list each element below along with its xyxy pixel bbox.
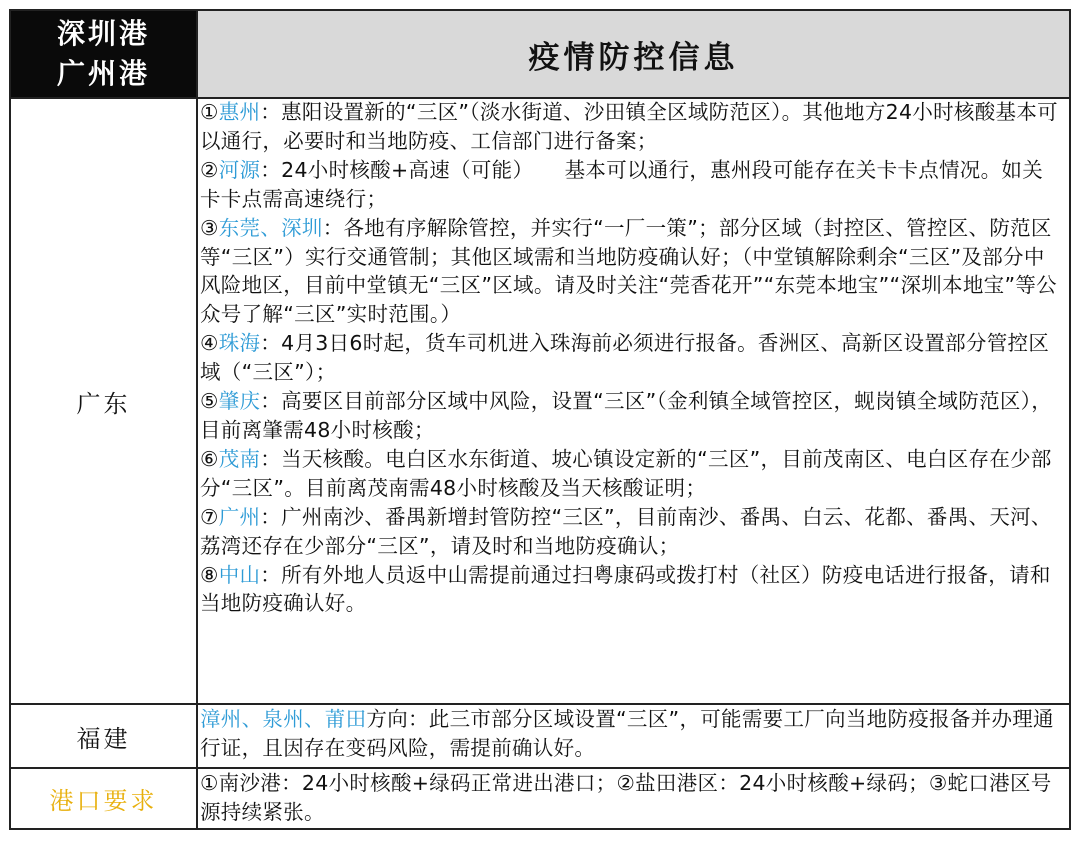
place-zhuhai: 珠海 [218,331,261,356]
place-dongguan-shenzhen: 东莞、深圳 [218,215,323,240]
list-item: ①惠州：惠阳设置新的“三区”（淡水街道、沙田镇全区域防范区）。其他地方24小时核酸基本可以通行，必要时和当地防疫、工信部门进行备案； [200,100,1058,153]
port-name-shenzhen: 深圳港 [56,17,150,50]
region-fujian-text: 福建 [76,724,131,753]
place-zhongshan: 中山 [218,562,261,587]
port-name-guangzhou: 广州港 [56,57,150,90]
list-item: ⑧中山：所有外地人员返中山需提前通过扫粤康码或拨打村（社区）防疫电话进行报备，请和当地防疫确认好。 [200,562,1051,616]
list-item: ③东莞、深圳：各地有序解除管控，并实行“一厂一策”；部分区域（封控区、管控区、防范区等“三区”）实行交通管制；其他区域需和当地防疫确认好；（中堂镇解除剩余“三区”及部分中风险地区，目前中堂镇无“三区”区域。请及时关注“莞香花开”“东莞本地宝”“深圳本地宝”等公众号了解“三区”实时范围。） [200,215,1057,327]
port-names-header [11,11,196,97]
port-content [200,769,1063,827]
list-item: ⑦广州：广州南沙、番禺新增封管防控“三区”，目前南沙、番禺、白云、花都、番禺、天河、荔湾还存在少部分“三区”，请及时和当地防疫确认； [200,504,1052,558]
title-text: 疫情防控信息 [528,39,739,76]
region-label-guangdong [11,99,196,703]
guangdong-content [200,98,1063,618]
place-maonan: 茂南 [218,446,261,471]
region-guangdong-text: 广东 [76,389,131,418]
fujian-content [200,705,1063,763]
list-item: 漳州、泉州、莆田方向：此三市部分区域设置“三区”，可能需要工厂向当地防疫报备并办理通行证，且因存在变码风险，需提前确认好。 [200,707,1054,760]
table-title [196,11,1069,97]
place-zhaoqing: 肇庆 [218,389,261,414]
place-zhangzhou-quanzhou-putian: 漳州、泉州、莆田 [200,707,367,731]
place-guangzhou: 广州 [218,504,261,529]
list-item: ①南沙港：24小时核酸+绿码正常进出港口；②盐田港区：24小时核酸+绿码；③蛇口港区号源持续紧张。 [200,771,1052,824]
epidemic-info-table [9,9,1071,830]
list-item: ④珠海：4月3日6时起，货车司机进入珠海前必须进行报备。香洲区、高新区设置部分管控区域（“三区”）； [200,331,1050,385]
place-huizhou: 惠州 [218,100,261,124]
place-heyuan: 河源 [218,157,261,182]
column-divider [196,97,198,828]
list-item: ⑥茂南：当天核酸。电白区水东街道、坡心镇设定新的“三区”，目前茂南区、电白区存在少部分“三区”。目前离茂南需48小时核酸及当天核酸证明； [200,446,1052,500]
region-label-port [11,769,196,828]
list-item: ⑤肇庆：高要区目前部分区域中风险，设置“三区”（金利镇全域管控区，蚬岗镇全域防范区），目前离肇需48小时核酸； [200,389,1053,442]
list-item: ②河源：24小时核酸+高速（可能） 基本可以通行，惠州段可能存在关卡卡点情况。如关卡卡点需高速绕行； [200,157,1044,211]
region-label-fujian [11,705,196,767]
port-requirement-text: 港口要求 [49,787,158,815]
